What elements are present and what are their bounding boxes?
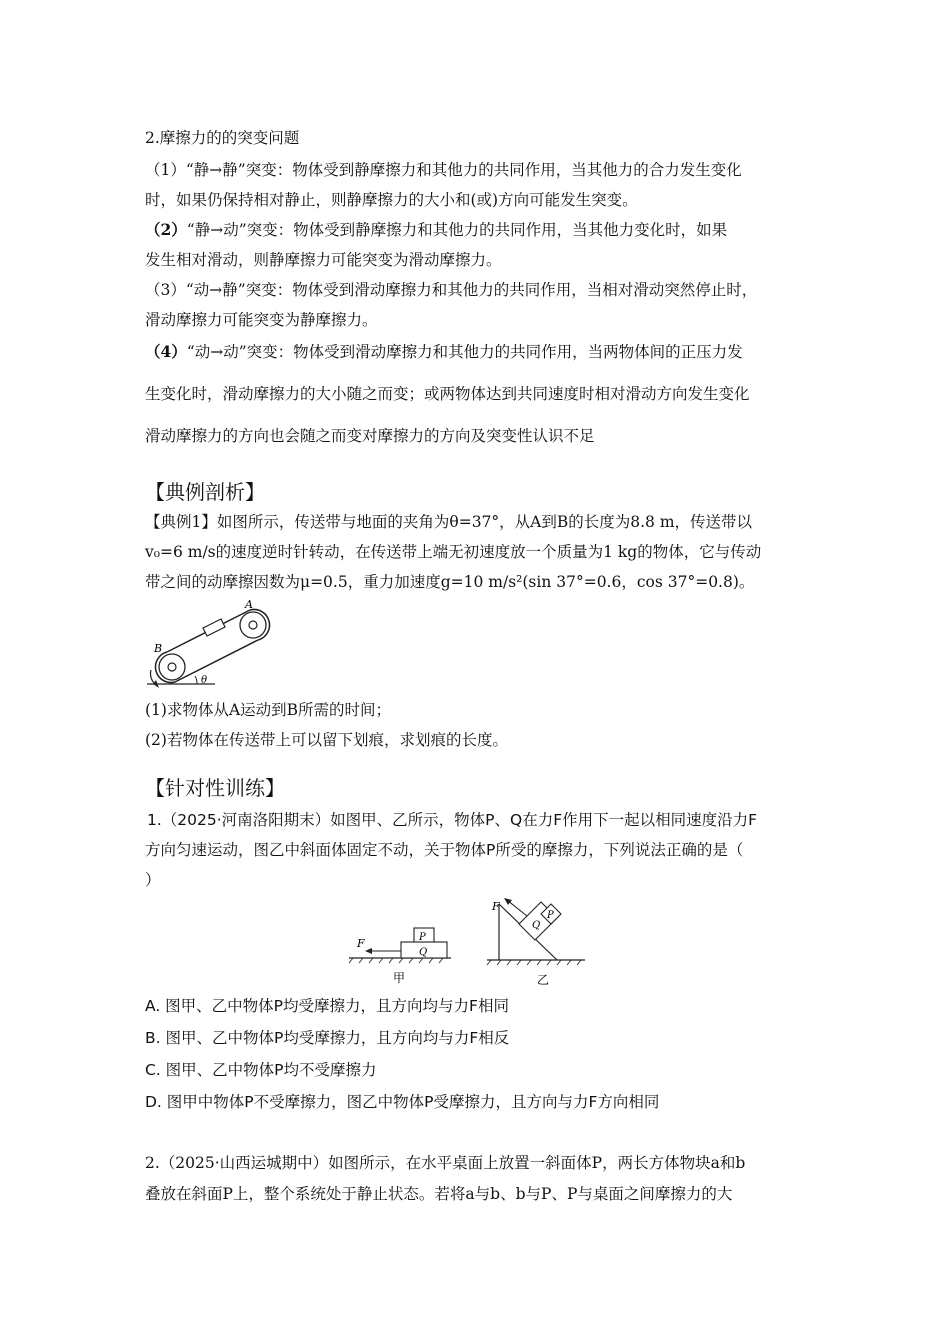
q1-line-1: 1.（2025·河南洛阳期末）如图甲、乙所示，物体P、Q在力F作用下一起以相同速度沿力F <box>147 811 758 829</box>
jia-label-p: P <box>419 932 426 943</box>
label-yi: 乙 <box>537 973 550 987</box>
example-paragraph-line-2: v₀=6 m/s的速度逆时针转动，在传送带上端无初速度放一个质量为1 kg的物体，它与传动 <box>145 543 762 561</box>
item-2-line-1: （2）“静→动”突变：物体受到静摩擦力和其他力的共同作用，当其他力变化时，如果 <box>145 220 728 239</box>
training-heading: 【针对性训练】 <box>145 776 285 800</box>
yi-label-f: F <box>492 900 500 913</box>
yi-label-p: P <box>547 910 554 921</box>
item-4-line-2: 生变化时，滑动摩擦力的大小随之而变；或两物体达到共同速度时相对滑动方向发生变化 <box>145 385 750 403</box>
section-title: 2.摩擦力的的突变问题 <box>145 129 300 147</box>
angle-arc <box>195 676 197 684</box>
jia-label-q: Q <box>419 947 428 958</box>
item-1-line-2: 时，如果仍保持相对静止，则静摩擦力的大小和(或)方向可能发生突变。 <box>145 191 638 209</box>
q2-line-1: 2.（2025·山西运城期中）如图所示，在水平桌面上放置一斜面体P，两长方体物块a和b <box>145 1154 746 1172</box>
label-a: A <box>245 600 253 611</box>
yi-label-q: Q <box>532 920 541 931</box>
example-paragraph-line-1: 【典例1】如图所示，传送带与地面的夹角为θ=37°，从A到B的长度为8.8 m，传送带以 <box>145 513 753 531</box>
item-2-line-2: 发生相对滑动，则静摩擦力可能突变为滑动摩擦力。 <box>145 251 502 269</box>
example-paragraph-line-3: 带之间的动摩擦因数为μ=0.5，重力加速度g=10 m/s²(sin 37°=0.6，cos 37°=0.8)。 <box>145 573 755 591</box>
rotation-arrow <box>151 670 156 684</box>
item-2-number: （2） <box>145 220 187 239</box>
item-3-number: （3） <box>145 281 186 299</box>
label-b: B <box>154 642 163 655</box>
label-theta: θ <box>201 675 208 686</box>
q1-option-c: C. 图甲、乙中物体P均不受摩擦力 <box>145 1061 377 1079</box>
jia-force-arrowhead <box>365 948 372 954</box>
item-1-number: （1） <box>145 161 186 179</box>
item-4-number: （4） <box>145 342 187 361</box>
jia-ground-hatch <box>349 958 443 963</box>
item-4-line-3: 滑动摩擦力的方向也会随之而变对摩擦力的方向及突变性认识不足 <box>145 427 595 445</box>
yi-ground-hatch <box>487 960 581 965</box>
example-question-2: (2)若物体在传送带上可以留下划痕，求划痕的长度。 <box>145 731 508 749</box>
roller-b-axle <box>168 663 176 671</box>
label-jia: 甲 <box>393 971 406 985</box>
q1-option-d: D. 图甲中物体P不受摩擦力，图乙中物体P受摩擦力，且方向与力F方向相同 <box>145 1093 660 1111</box>
belt-bottom <box>175 640 258 682</box>
yi-force-arrowhead <box>504 898 512 905</box>
q2-line-2: 叠放在斜面P上，整个系统处于静止状态。若将a与b、b与P、P与桌面之间摩擦力的大 <box>145 1185 733 1203</box>
example-question-1: (1)求物体从A运动到B所需的时间； <box>145 701 392 719</box>
q1-line-3: ） <box>145 871 161 889</box>
example-heading: 【典例剖析】 <box>145 480 265 504</box>
q1-option-a: A. 图甲、乙中物体P均受摩擦力，且方向均与力F相同 <box>145 997 509 1015</box>
item-1-line-1: （1）“静→静”突变：物体受到静摩擦力和其他力的共同作用，当其他力的合力发生变化 <box>145 161 742 179</box>
item-3-line-1: （3）“动→静”突变：物体受到滑动摩擦力和其他力的共同作用，当相对滑动突然停止时， <box>145 281 758 299</box>
q1-line-2: 方向匀速运动，图乙中斜面体固定不动，关于物体P所受的摩擦力，下列说法正确的是（ <box>145 841 744 859</box>
item-3-line-2: 滑动摩擦力可能突变为静摩擦力。 <box>145 311 378 329</box>
roller-a-axle <box>249 621 257 629</box>
block-on-belt <box>203 619 225 636</box>
jia-label-f: F <box>357 937 365 950</box>
figure-jia-yi <box>345 896 610 992</box>
q1-option-b: B. 图甲、乙中物体P均受摩擦力，且方向均与力F相反 <box>145 1029 510 1047</box>
example-tag: 【典例1】 <box>145 513 217 531</box>
conveyor-belt-figure <box>145 600 275 692</box>
item-4-line-1: （4）“动→动”突变：物体受到滑动摩擦力和其他力的共同作用，当两物体间的正压力发 <box>145 342 743 361</box>
